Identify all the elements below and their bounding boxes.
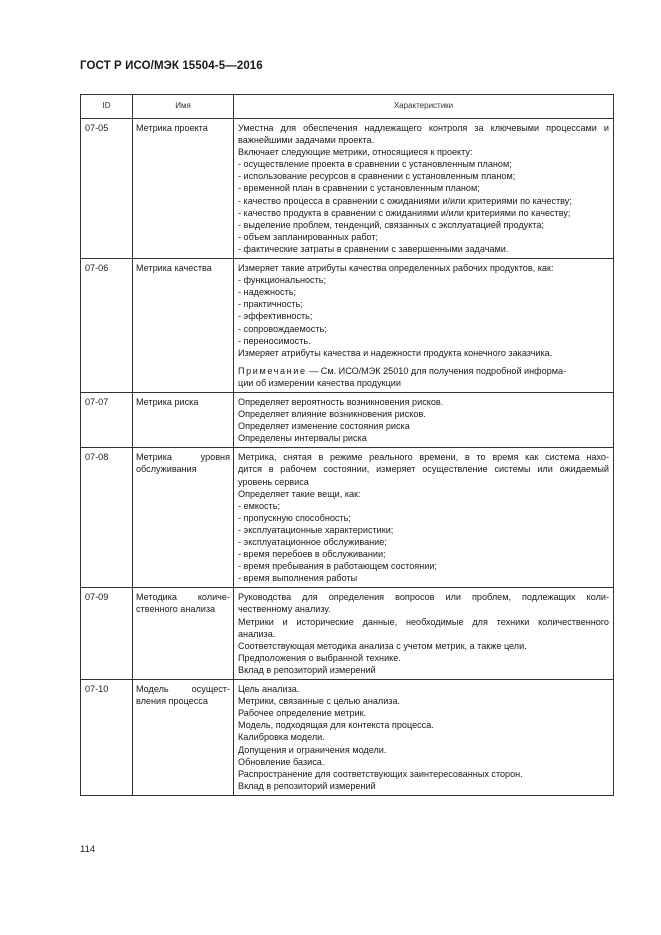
row-id: 07-05 — [81, 119, 133, 259]
char-line: - практичность; — [238, 299, 303, 310]
char-line: Распространение для соответствующих заинтересованных сторон. — [238, 768, 523, 779]
char-line: Метрика, снятая в режиме реального времени, в то время как система нахо- — [238, 452, 609, 463]
char-line: - емкость; — [238, 500, 280, 511]
char-line: Обновление базиса. — [238, 756, 325, 767]
row-characteristics — [234, 119, 614, 259]
row-characteristics — [234, 448, 614, 588]
char-line: Соответствующая методика анализа с учетом метрик, а также цели. — [238, 640, 527, 651]
char-line: - функциональность; — [238, 275, 327, 286]
row-id: 07-07 — [81, 392, 133, 447]
table-row — [81, 588, 614, 680]
row-name-line: Методика количе- — [136, 592, 230, 603]
char-line: Измеряет такие атрибуты качества определенных рабочих продуктов, как: — [238, 263, 554, 274]
row-name — [133, 259, 234, 393]
row-name-line: Метрика уровня — [136, 452, 230, 463]
char-line: Вклад в репозиторий измерений — [238, 780, 376, 791]
row-name-line: вления процесса — [136, 696, 208, 707]
column-header-characteristics: Характеристики — [234, 95, 614, 119]
char-line: - объем запланированных работ; — [238, 231, 379, 242]
row-name-line: Метрика качества — [136, 263, 212, 274]
row-name-line: Метрика риска — [136, 396, 199, 407]
table-row — [81, 680, 614, 796]
table-header-row — [81, 95, 614, 119]
char-line: - выделение проблем, тенденций, связанных с эксплуатацией продукта; — [238, 219, 544, 230]
row-characteristics — [234, 392, 614, 447]
char-line: Метрики и исторические данные, необходимые для техники количественного — [238, 616, 609, 627]
row-characteristics — [234, 680, 614, 796]
char-line: Определяет вероятность возникновения рисков. — [238, 396, 444, 407]
char-line: - осуществление проекта в сравнении с установленным планом; — [238, 159, 512, 170]
char-line: - временной план в сравнении с установленным планом; — [238, 183, 480, 194]
char-line: Измеряет атрибуты качества и надежности продукта конечного заказчика. — [238, 347, 553, 358]
note-label: Примечание — [238, 365, 307, 376]
char-line: Руководства для определения вопросов или проблем, подлежащих коли- — [238, 592, 609, 603]
row-name-line: обслуживания — [136, 464, 197, 475]
char-line: - эффективность; — [238, 311, 313, 322]
row-id: 07-06 — [81, 259, 133, 393]
char-line: Модель, подходящая для контекста процесса. — [238, 720, 434, 731]
char-line: уровень сервиса — [238, 476, 309, 487]
char-line: - эксплуатационное обслуживание; — [238, 537, 387, 547]
char-line: Цель анализа. — [238, 684, 300, 695]
row-id: 07-08 — [81, 448, 133, 588]
char-line: - время перебоев в обслуживании; — [238, 549, 386, 560]
note-text: — См. ИСО/МЭК 25010 для получения подробной информа- — [306, 365, 567, 376]
char-line: Калибровка модели. — [238, 732, 325, 743]
char-line: Определены интервалы риска — [238, 433, 367, 444]
char-line: Метрики, связанные с целью анализа. — [238, 696, 401, 707]
column-header-id: ID — [81, 95, 133, 119]
row-name — [133, 392, 234, 447]
table-row — [81, 259, 614, 393]
row-id: 07-10 — [81, 680, 133, 796]
char-line: - пропускную способность; — [238, 512, 351, 523]
char-line: Рабочее определение метрик. — [238, 708, 367, 719]
char-line: Уместна для обеспечения надлежащего контроля за ключевыми процессами и — [238, 123, 609, 133]
char-line: - эксплуатационные характеристики; — [238, 524, 394, 535]
row-characteristics — [234, 259, 614, 393]
char-line: - фактические затраты в сравнении с завершенными задачами. — [238, 243, 509, 254]
row-name — [133, 588, 234, 680]
char-line: Предположения о выбранной технике. — [238, 652, 401, 663]
char-line: - время выполнения работы — [238, 573, 358, 584]
char-line: - время пребывания в работающем состоянии; — [238, 561, 437, 572]
table-row — [81, 119, 614, 259]
note-line-2: ции об измерении качества продукции — [238, 377, 401, 388]
row-id: 07-09 — [81, 588, 133, 680]
char-line: - переносимость. — [238, 335, 311, 346]
table-row — [81, 392, 614, 447]
char-line: чественному анализу. — [238, 604, 331, 615]
char-line: Допущения и ограничения модели. — [238, 744, 387, 755]
char-line: Определяет изменение состояния риска — [238, 421, 410, 432]
column-header-name: Имя — [133, 95, 234, 119]
page-number: 114 — [80, 844, 96, 855]
char-line: Определяет влияние возникновения рисков. — [238, 409, 426, 420]
row-name — [133, 448, 234, 588]
char-line: дится в рабочем состоянии, измеряет осуществление системы или ожидаемый — [238, 464, 609, 475]
note-line — [238, 365, 609, 377]
row-name — [133, 680, 234, 796]
char-line: - качество процесса в сравнении с ожиданиями и/или критериями по качеству; — [238, 195, 572, 206]
row-name-line: ственного анализа — [136, 604, 216, 615]
row-characteristics — [234, 588, 614, 680]
characteristics-table — [80, 94, 614, 796]
char-line: Вклад в репозиторий измерений — [238, 664, 376, 675]
char-line: важнейшими задачами проекта. — [238, 135, 375, 146]
row-name-line: Модель осущест- — [136, 684, 230, 695]
row-name-line: Метрика проекта — [136, 123, 208, 133]
char-line: Определяет такие вещи, как: — [238, 488, 361, 499]
document-header: ГОСТ Р ИСО/МЭК 15504-5—2016 — [80, 60, 263, 72]
table-row — [81, 448, 614, 588]
char-line: - использование ресурсов в сравнении с установленным планом; — [238, 171, 516, 182]
char-line: - качество продукта в сравнении с ожиданиями и/или критериями по качеству; — [238, 207, 571, 218]
char-line: - сопровождаемость; — [238, 323, 327, 334]
char-line: - надежность; — [238, 287, 297, 298]
row-name — [133, 119, 234, 259]
char-line: Включает следующие метрики, относящиеся к проекту: — [238, 147, 473, 158]
char-line: анализа. — [238, 628, 276, 639]
